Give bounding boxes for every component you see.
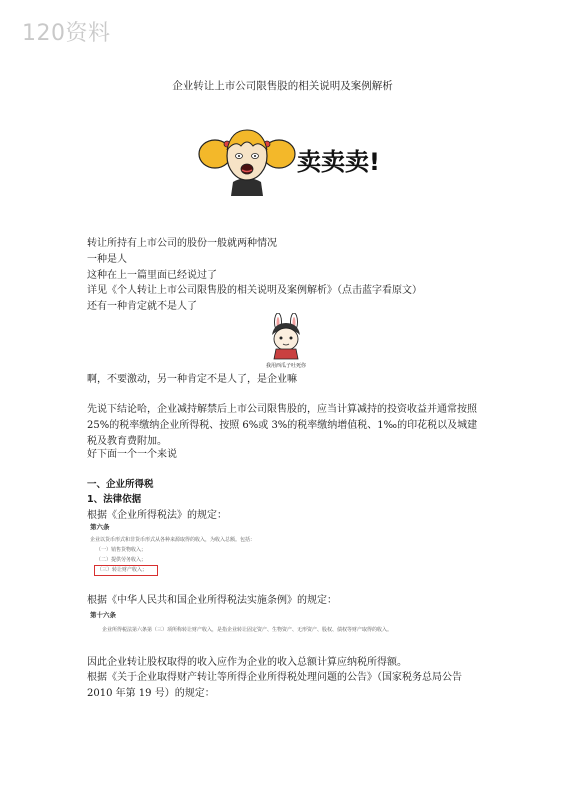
intro-line-1: 转让所持有上市公司的股份一般就两种情况 xyxy=(87,238,277,249)
law-excerpt-2 xyxy=(90,610,392,635)
one-by-one-line: 好下面一个一个来说 xyxy=(87,449,177,460)
law1-title: 第六条 xyxy=(90,523,110,531)
heading-legal-basis: 1、法律依据 xyxy=(87,494,142,505)
page-title: 企业转让上市公司限售股的相关说明及案例解析 xyxy=(172,80,393,92)
intro-line-3: 这种在上一篇里面已经说过了 xyxy=(87,270,217,281)
sticker-illustration xyxy=(193,124,383,196)
basis-1: 根据《企业所得税法》的规定： xyxy=(87,510,227,521)
law1-item-2: （二）提供劳务收入； xyxy=(96,557,147,563)
therefore-line: 因此企业转让股权取得的收入应作为企业的收入总额计算应纳税所得额。 xyxy=(87,657,407,668)
para-ah: 啊，不要激动，另一种肯定不是人了，是企业嘛 xyxy=(87,374,297,385)
basis-3-line-2: 2010 年第 19 号）的规定： xyxy=(87,688,215,699)
cartoon-boy-illustration xyxy=(254,313,318,369)
law1-line: 企业以货币形式和非货币形式从各种来源取得的收入，为收入总额。包括： xyxy=(90,537,256,543)
law2-title: 第十六条 xyxy=(90,611,116,619)
law-excerpt-1 xyxy=(90,522,255,576)
intro-line-2: 一种是人 xyxy=(87,254,127,265)
intro-line-4: 详见《个人转让上市公司限售股的相关说明及案例解析》（点击蓝字看原文） xyxy=(87,285,422,296)
basis-2: 根据《中华人民共和国企业所得税法实施条例》的规定： xyxy=(87,595,337,606)
law2-line: 企业所得税法第六条第（三）项所称转让财产收入，是指企业转让固定资产、生物资产、无形资产、股权、债权等财产取得的收入。 xyxy=(102,627,393,633)
conclusion-paragraph: 先说下结论哈，企业减持解禁后上市公司限售股的，应当计算减持的投资收益并通常按照 25%的税率缴纳企业所得税、按照 6%或 3%的税率缴纳增值税、1‰的印花税以及城建税及教育费附加。 xyxy=(87,404,478,447)
sticker-text: 卖卖卖! xyxy=(297,148,380,176)
watermark: 120资料 xyxy=(22,21,111,46)
intro-line-5: 还有一种肯定就不是人了 xyxy=(87,301,197,312)
law1-item-1: （一）销售货物收入； xyxy=(96,547,147,553)
basis-3-line-1: 根据《关于企业取得财产转让等所得企业所得税处理问题的公告》（国家税务总局公告 xyxy=(87,672,462,683)
law1-item-3-highlighted: （三）转让财产收入； xyxy=(94,565,158,576)
heading-cit: 一、企业所得税 xyxy=(87,479,154,490)
boy-caption: 我用西瓜子吐死你 xyxy=(265,363,307,369)
